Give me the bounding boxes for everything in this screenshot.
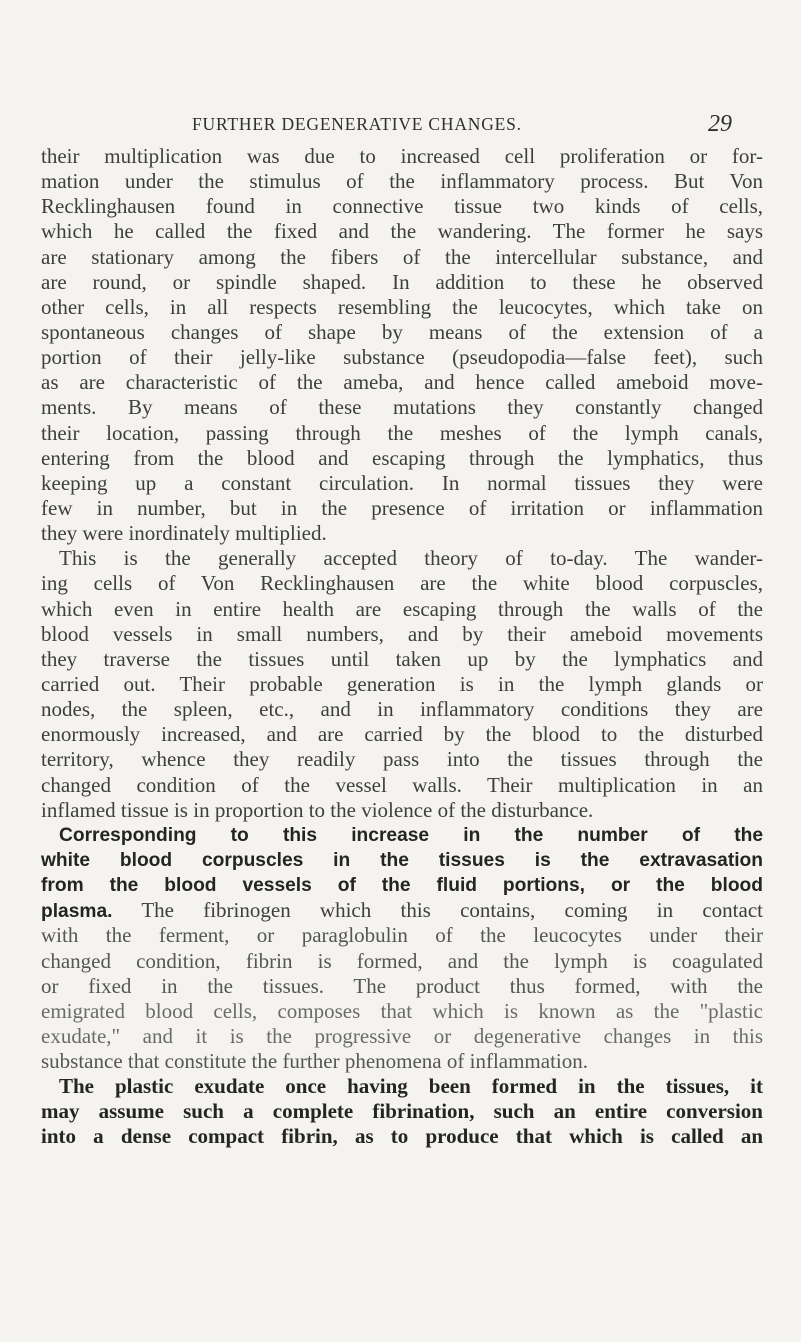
text-line: nodes, the spleen, etc., and in inflammatory conditions they are: [41, 697, 763, 722]
text-line: Recklinghausen found in connective tissue two kinds of cells,: [41, 194, 763, 219]
text-line: This is the generally accepted theory of to-day. The wander-: [59, 546, 763, 571]
text-line: portion of their jelly-like substance (pseudopodia—false feet), such: [41, 345, 763, 370]
text-line: entering from the blood and escaping through the lymphatics, thus: [41, 445, 763, 470]
bold-text-line: into a dense compact fibrin, as to produce that which is called an: [41, 1124, 763, 1149]
page-number: 29: [708, 111, 732, 137]
text-line: spontaneous changes of shape by means of the extension of a: [41, 319, 763, 344]
running-head: [0, 111, 801, 142]
bold-text-line: Corresponding to this increase in the number of the: [59, 824, 763, 846]
text-line: inflamed tissue is in proportion to the violence of the disturbance.: [41, 797, 594, 822]
text-line: carried out. Their probable generation is in the lymph glands or: [41, 671, 763, 696]
text-line: with the ferment, or paraglobulin of the leucocytes under their: [41, 923, 763, 948]
text-line: mation under the stimulus of the inflammatory process. But Von: [41, 169, 763, 194]
bold-text-line: The plastic exudate once having been formed in the tissues, it: [59, 1074, 763, 1099]
bold-text-line: from the blood vessels of the fluid portions, or the blood: [41, 875, 763, 897]
text-line: they were inordinately multiplied.: [41, 521, 327, 546]
text-line: are round, or spindle shaped. In addition to these he observed: [41, 269, 763, 294]
body-text: [41, 144, 763, 1150]
text-line: other cells, in all respects resembling the leucocytes, which take on: [41, 294, 763, 319]
text-line: substance that constitute the further phenomena of inflammation.: [41, 1049, 589, 1074]
text-line: their location, passing through the meshes of the lymph canals,: [41, 420, 763, 445]
text-line: enormously increased, and are carried by the blood to the disturbed: [41, 722, 763, 747]
chapter-title: FURTHER DEGENERATIVE CHANGES.: [192, 114, 522, 134]
text-line: which he called the fixed and the wandering. The former he says: [41, 219, 763, 244]
text-line: or fixed in the tissues. The product thus formed, with the: [41, 973, 763, 998]
bold-text-line: may assume such a complete fibrination, such an entire conversion: [41, 1099, 763, 1124]
text-line: few in number, but in the presence of irritation or inflammation: [41, 495, 763, 520]
text-line: changed condition, fibrin is formed, and the lymph is coagulated: [41, 948, 763, 973]
regular-fragment: The fibrinogen which this contains, coming in contact: [112, 898, 763, 923]
text-line: their multiplication was due to increased cell proliferation or for-: [41, 144, 763, 168]
text-line: territory, whence they readily pass into the tissues through the: [41, 747, 763, 772]
text-line: are stationary among the fibers of the intercellular substance, and: [41, 244, 763, 269]
text-line: exudate," and it is the progressive or degenerative changes in this: [41, 1023, 763, 1048]
text-line: keeping up a constant circulation. In normal tissues they were: [41, 470, 763, 495]
bold-text-line: white blood corpuscles in the tissues is the extravasation: [41, 849, 763, 871]
text-line: blood vessels in small numbers, and by their ameboid movements: [41, 621, 763, 646]
mixed-text-line: [41, 898, 763, 923]
text-line: ing cells of Von Recklinghausen are the white blood corpuscles,: [41, 571, 763, 596]
bold-fragment: plasma.: [41, 901, 113, 923]
text-line: which even in entire health are escaping through the walls of the: [41, 596, 763, 621]
text-line: they traverse the tissues until taken up by the lymphatics and: [41, 646, 763, 671]
text-line: as are characteristic of the ameba, and hence called ameboid move-: [41, 370, 763, 395]
text-line: emigrated blood cells, composes that which is known as the "plastic: [41, 998, 763, 1023]
text-line: ments. By means of these mutations they constantly changed: [41, 395, 763, 420]
text-line: changed condition of the vessel walls. Their multiplication in an: [41, 772, 763, 797]
